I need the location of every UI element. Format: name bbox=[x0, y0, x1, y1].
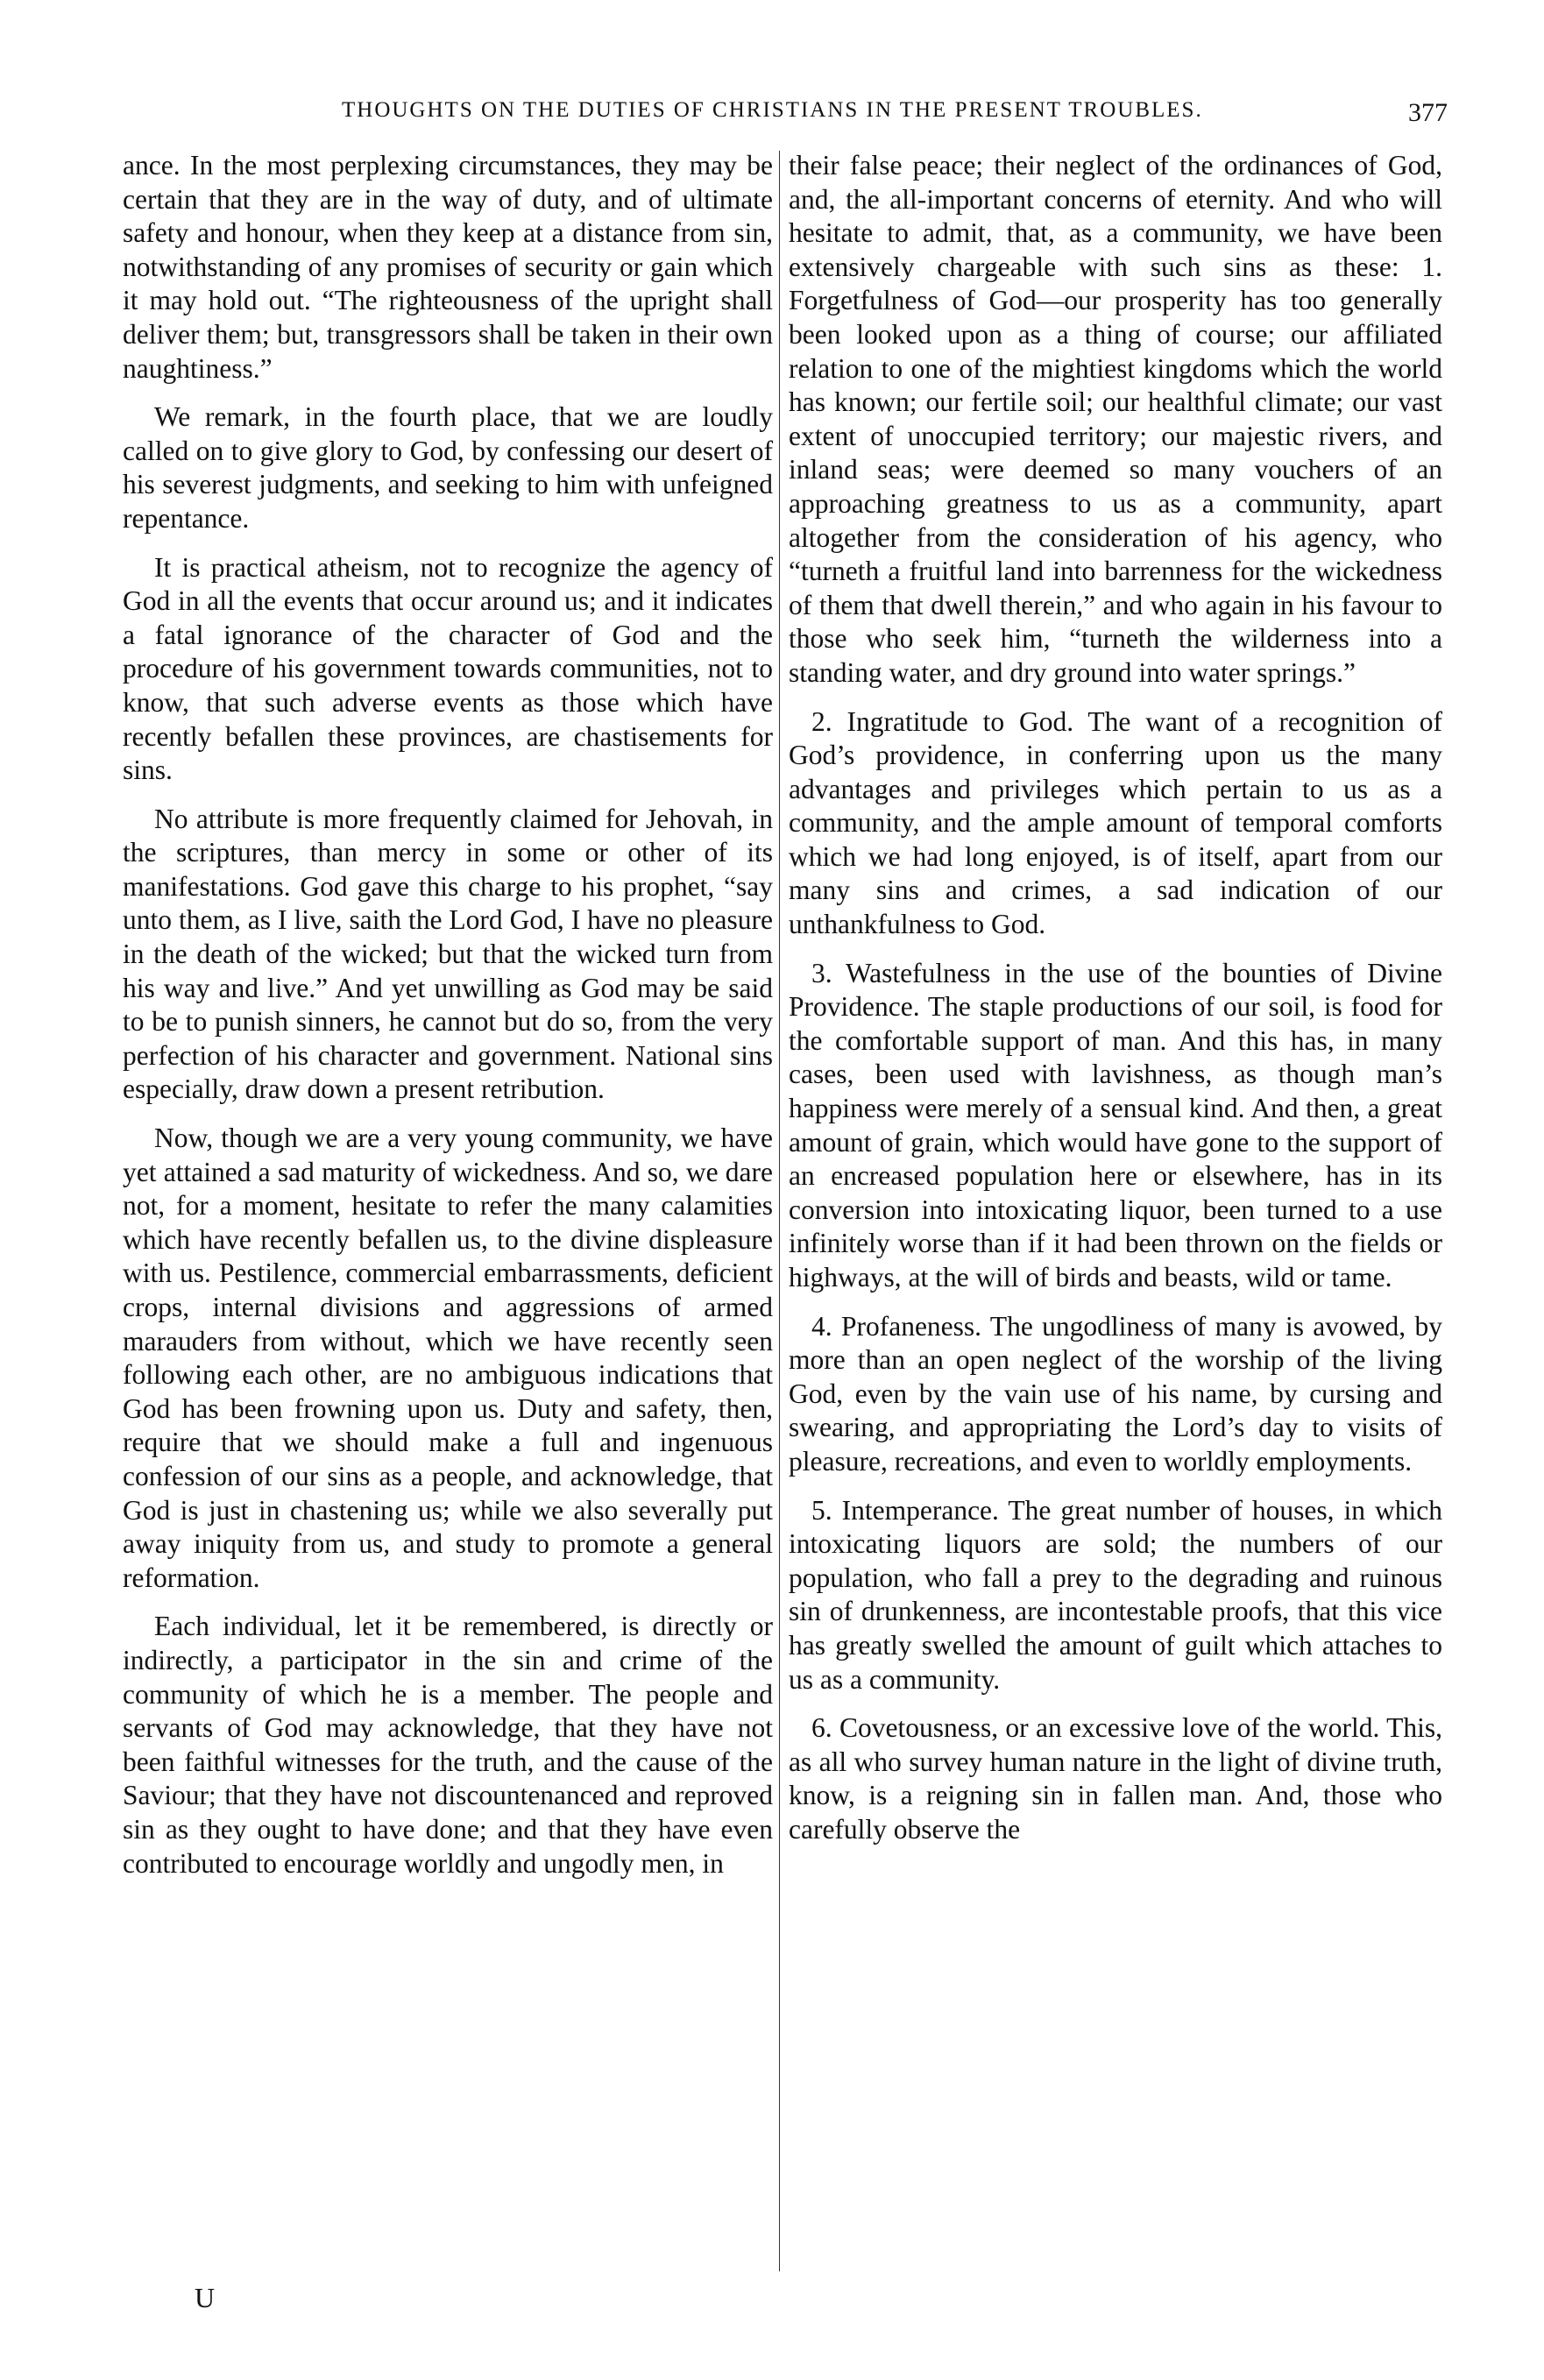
page-number: 377 bbox=[1408, 98, 1448, 127]
paragraph: We remark, in the fourth place, that we are loudly called on to give glory to God, by confessing our desert of his severest judgments, and seeking to him with unfeigned repentance. bbox=[123, 401, 773, 534]
running-title: THOUGHTS ON THE DUTIES OF CHRISTIANS IN THE PRESENT TROUBLES. bbox=[342, 98, 1203, 122]
paragraph: Each individual, let it be remembered, is directly or indirectly, a participator in the sin and crime of the community of which he is a member. The people and servants of God may acknowledge, that they have not been faithful witnesses for the truth, and the cause of the Saviour; that they have not discountenanced and reproved sin as they ought to have done; and that they have even contributed to encourage worldly and ungodly men, in bbox=[123, 1611, 773, 1879]
running-head bbox=[131, 98, 1448, 133]
paragraph: 2. Ingratitude to God. The want of a recognition of God’s providence, in conferring upon us the many advantages and privileges which pertain to us as a community, and the ample amount of temporal comforts which we had long enjoyed, is of itself, apart from our many sins and crimes, a sad indication of our unthankfulness to God. bbox=[789, 705, 1442, 940]
paragraph: Now, though we are a very young community, we have yet attained a sad maturity of wickedness. And so, we dare not, for a moment, hesitate to refer the many calamities which have recently befallen us, to the divine displeasure with us. Pestilence, commercial embarrassments, deficient crops, internal divisions and aggressions of armed marauders from without, which we have recently seen following each other, are no ambiguous indications that God has been frowning upon us. Duty and safety, then, require that we should make a full and ingenuous confession of our sins as a people, and acknowledge, that God is just in chastening us; while we also severally put away iniquity from us, and study to promote a general reformation. bbox=[123, 1123, 773, 1593]
paragraph: 3. Wastefulness in the use of the bounties of Divine Providence. The staple productions of our soil, is food for the comfortable support of man. And this has, in many cases, been used with lavishness, as though man’s happiness were merely of a sensual kind. And then, a great amount of grain, which would have gone to the support of an encreased population here or elsewhere, has in its conversion into intoxicating liquor, been turned to a use infinitely worse than if it had been thrown on the fields or highways, at the will of birds and beasts, wild or tame. bbox=[789, 957, 1442, 1293]
paragraph: No attribute is more frequently claimed for Jehovah, in the scriptures, than mercy in some or other of its manifestations. God gave this charge to his prophet, “say unto them, as I live, saith the Lord God, I have no pleasure in the death of the wicked; but that the wicked turn from his way and live.” And yet unwilling as God may be said to be to punish sinners, he cannot but do so, from the very perfection of his character and government. National sins especially, draw down a present retribution. bbox=[123, 803, 773, 1105]
paragraph: 6. Covetousness, or an excessive love of the world. This, as all who survey human nature in the light of divine truth, know, is a reigning sin in fallen man. And, those who carefully observe the bbox=[789, 1712, 1442, 1845]
paragraph: 5. Intemperance. The great number of houses, in which intoxicating liquors are sold; the numbers of our population, who fall a prey to the degrading and ruinous sin of drunkenness, are incontestable proofs, that this vice has greatly swelled the amount of guilt which attaches to us as a community. bbox=[789, 1494, 1442, 1695]
paragraph: It is practical atheism, not to recognize the agency of God in all the events that occur around us; and it indicates a fatal ignorance of the character of God and the procedure of his government towards communities, not to know, that such adverse events as those which have recently befallen these provinces, are chastisements for sins. bbox=[123, 551, 773, 786]
paragraph: their false peace; their neglect of the ordinances of God, and, the all-important concerns of eternity. And who will hesitate to admit, that, as a community, we have been extensively chargeable with such sins as these: 1. Forgetfulness of God—our prosperity has too generally been looked upon as a thing of course; our affiliated relation to one of the mightiest kingdoms which the world has known; our fertile soil; our healthful climate; our vast extent of unoccupied territory; our majestic rivers, and inland seas; were deemed so many vouchers of an approaching greatness to us as a community, apart altogether from the consideration of his agency, who “turneth a fruitful land into barrenness for the wickedness of them that dwell therein,” and who again in his favour to those who seek him, “turneth the wilderness into a standing water, and dry ground into water springs.” bbox=[789, 150, 1442, 688]
left-column bbox=[123, 149, 773, 1895]
paragraph: 4. Profaneness. The ungodliness of many is avowed, by more than an open neglect of the worship of the living God, even by the vain use of his name, by cursing and swearing, and appropriating the Lord’s day to visits of pleasure, recreations, and even to worldly employments. bbox=[789, 1310, 1442, 1477]
column-rule bbox=[779, 151, 780, 2271]
signature-mark: U bbox=[195, 2282, 216, 2313]
paragraph: ance. In the most perplexing circumstances, they may be certain that they are in the way of duty, and of ultimate safety and honour, when they keep at a distance from sin, notwithstanding of any promises of security or gain which it may hold out. “The righteousness of the upright shall deliver them; but, transgressors shall be taken in their own naughtiness.” bbox=[123, 150, 773, 384]
right-column bbox=[789, 149, 1442, 1862]
